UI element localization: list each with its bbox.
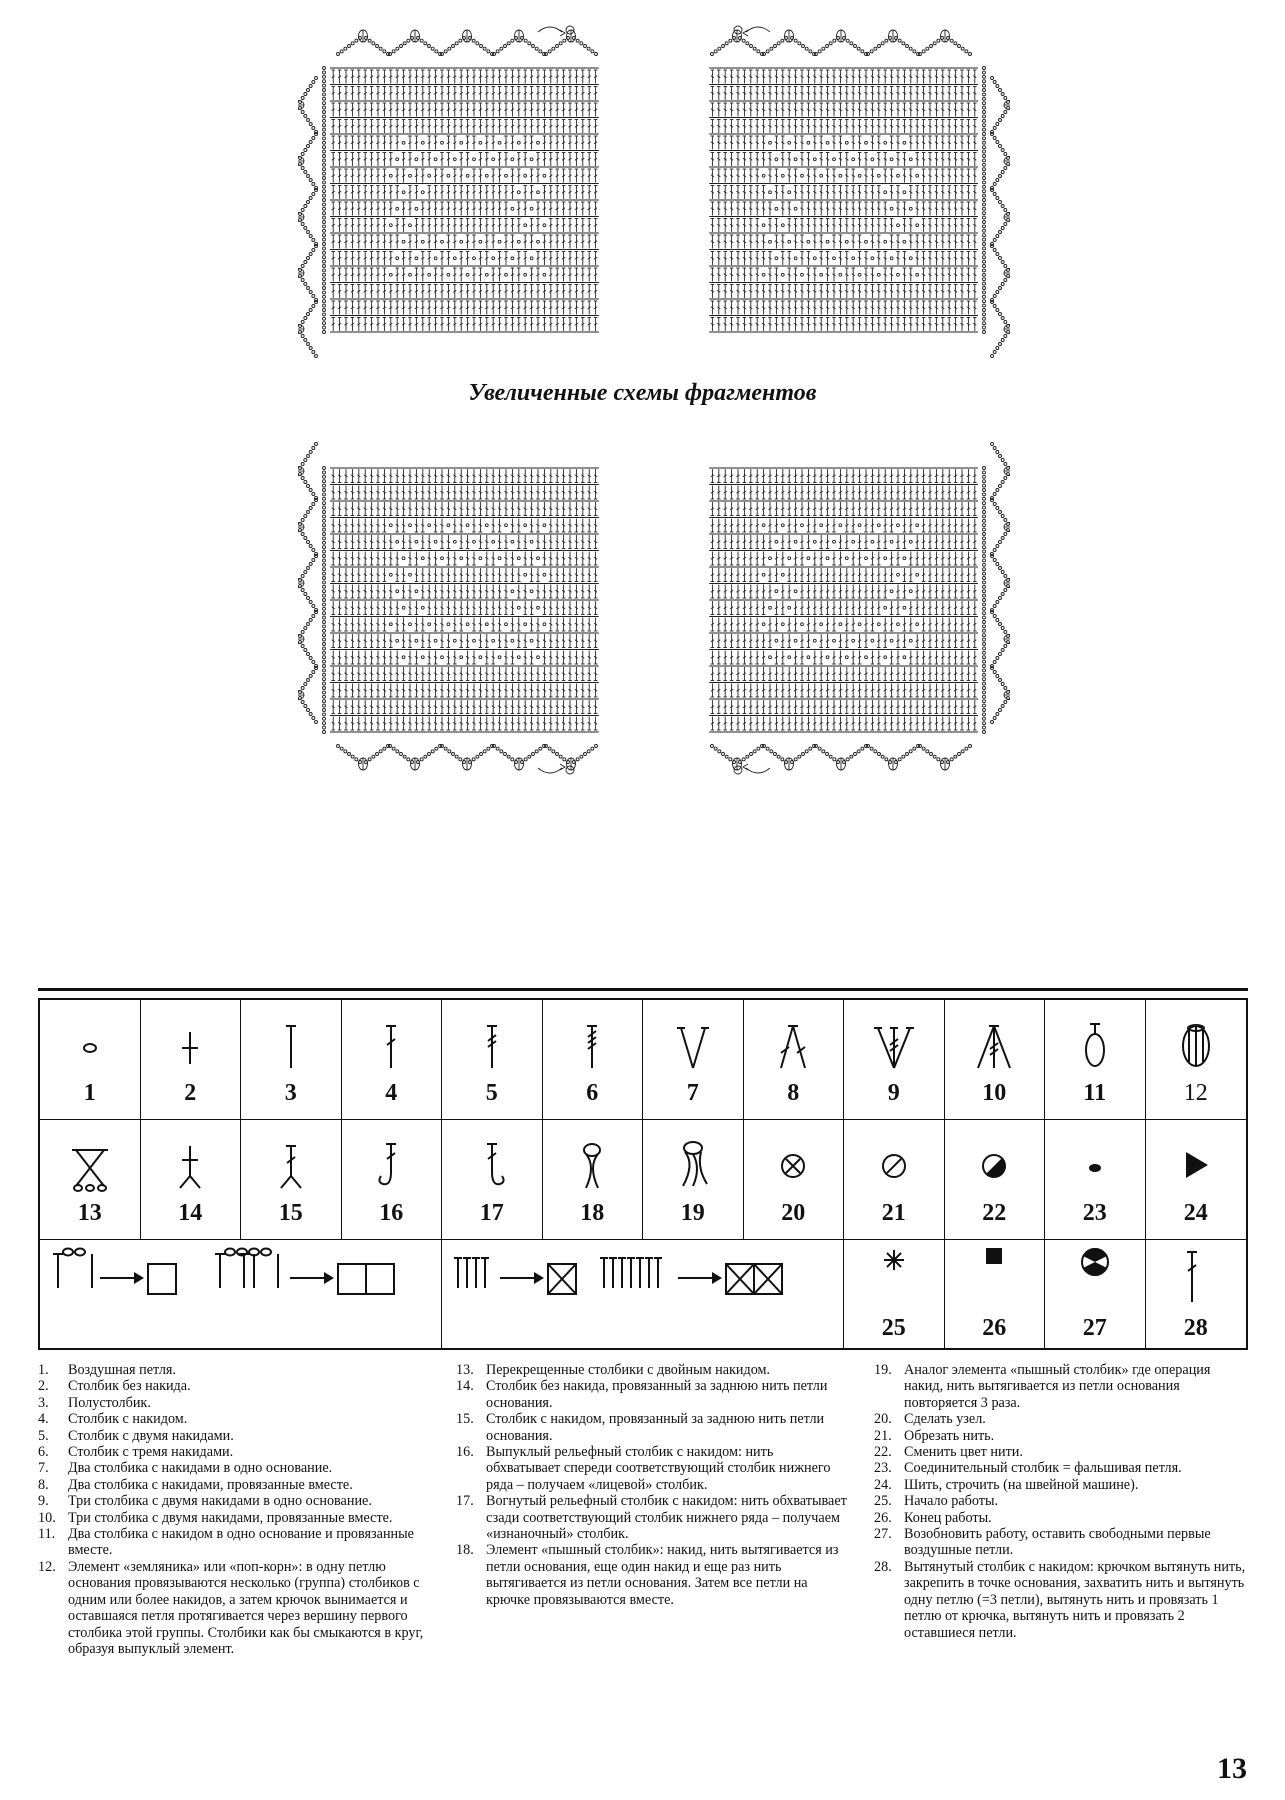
- slip-stitch-icon: [1045, 1132, 1145, 1192]
- puff-stitch-icon: [543, 1132, 643, 1192]
- divider: [38, 988, 1248, 991]
- note-text: Начало работы.: [904, 1493, 999, 1510]
- legend-cell-24: [1146, 1120, 1247, 1240]
- knot-icon: [744, 1132, 844, 1192]
- single-crochet-icon: [141, 1012, 241, 1072]
- filet-solid-block-equivalence: [442, 1240, 844, 1348]
- note-number: 2.: [38, 1378, 49, 1395]
- note-number: 10.: [38, 1509, 56, 1526]
- legend-number: 27: [1082, 1315, 1107, 1341]
- legend-cell-6: [543, 1000, 644, 1120]
- legend-cell-20: [744, 1120, 845, 1240]
- note-number: 17.: [456, 1493, 474, 1510]
- note-number: 7.: [38, 1460, 49, 1477]
- note-text: Столбик без накида, провязанный за заднюю нить петли основания.: [486, 1378, 828, 1411]
- legend-note: [38, 1362, 433, 1378]
- legend-number: 5: [485, 1080, 498, 1106]
- legend-note: [456, 1444, 851, 1493]
- note-number: 18.: [456, 1542, 474, 1559]
- legend-number: 2: [184, 1080, 197, 1106]
- legend-note: [874, 1428, 1248, 1444]
- note-text: Элемент «земляника» или «поп-корн»: в одну петлю основания провязываются несколько (группа) столбиков с одним или более накидов, а затем крючок вынимается и оставшаяся петля протягивается через вершину первого столбика этой группы. Столбики как бы смыкаются в круг, образуя выпуклый элемент.: [68, 1558, 424, 1657]
- puff-stitch-variant-icon: [643, 1132, 743, 1192]
- note-number: 9.: [38, 1493, 49, 1510]
- dc-back-loop-icon: [241, 1132, 341, 1192]
- note-number: 12.: [38, 1558, 56, 1575]
- note-text: Три столбика с двумя накидами, провязанные вместе.: [68, 1509, 393, 1526]
- note-text: Столбик без накида.: [68, 1378, 191, 1395]
- legend-note: [874, 1493, 1248, 1509]
- start-icon: [844, 1246, 944, 1286]
- legend-note: [456, 1378, 851, 1411]
- note-number: 20.: [874, 1411, 892, 1428]
- back-post-dc-icon: [442, 1132, 542, 1192]
- legend-note: [874, 1362, 1248, 1411]
- legend-number: 16: [379, 1200, 404, 1226]
- legend-note: [38, 1510, 433, 1526]
- legend-number: 22: [982, 1200, 1007, 1226]
- note-text: Сменить цвет нити.: [904, 1444, 1023, 1461]
- legend-note: [874, 1559, 1248, 1641]
- legend-note: [38, 1460, 433, 1476]
- legend-cell-9: [844, 1000, 945, 1120]
- legend-number: 25: [881, 1315, 906, 1341]
- legend-note: [456, 1411, 851, 1444]
- note-number: 27.: [874, 1526, 892, 1543]
- note-text: Воздушная петля.: [68, 1362, 176, 1378]
- note-number: 22.: [874, 1444, 892, 1461]
- note-number: 15.: [456, 1411, 474, 1428]
- legend-cell-5: [442, 1000, 543, 1120]
- note-number: 28.: [874, 1558, 892, 1575]
- note-text: Перекрещенные столбики с двойным накидом.: [486, 1362, 771, 1378]
- page-title: Увеличенные схемы фрагментов: [468, 380, 817, 406]
- legend-cell-18: [543, 1120, 644, 1240]
- note-text: Сделать узел.: [904, 1411, 986, 1428]
- legend-number: 13: [77, 1200, 102, 1226]
- legend-cell-26: [945, 1240, 1046, 1348]
- legend-cell-10: [945, 1000, 1046, 1120]
- change-color-icon: [945, 1132, 1045, 1192]
- page-number: 13: [1217, 1752, 1247, 1785]
- popcorn-icon: [1146, 1012, 1247, 1072]
- legend-cell-1: [40, 1000, 141, 1120]
- legend-note: [38, 1411, 433, 1427]
- treble-crochet-icon: [442, 1012, 542, 1072]
- note-text: Аналог элемента «пышный столбик» где операция накид, нить вытягивается из петли основания повторяется 3 раза.: [904, 1362, 1211, 1411]
- legend-number: 17: [479, 1200, 504, 1226]
- note-text: Столбик с тремя накидами.: [68, 1444, 234, 1461]
- legend-number: 11: [1083, 1080, 1107, 1106]
- legend-cell-25: [844, 1240, 945, 1348]
- legend-number: 23: [1082, 1200, 1107, 1226]
- legend-cell-19: [643, 1120, 744, 1240]
- legend-cell-15: [241, 1120, 342, 1240]
- legend-number: 18: [580, 1200, 605, 1226]
- legend-note: [456, 1542, 851, 1608]
- legend-cell-23: [1045, 1120, 1146, 1240]
- legend-number: 7: [686, 1080, 699, 1106]
- note-text: Столбик с накидом.: [68, 1411, 188, 1428]
- legend-note: [38, 1428, 433, 1444]
- legend-notes: [38, 1362, 1248, 1752]
- note-text: Столбик с накидом, провязанный за заднюю нить петли основания.: [486, 1411, 825, 1444]
- legend-number: 4: [385, 1080, 398, 1106]
- note-number: 6.: [38, 1444, 49, 1461]
- note-number: 1.: [38, 1362, 49, 1378]
- legend-note: [456, 1493, 851, 1542]
- legend-cell-8: [744, 1000, 845, 1120]
- note-text: Вытянутый столбик с накидом: крючком вытянуть нить, закрепить в точке основания, захватить нить и вытянуть одну петлю (=3 петли), вытянуть нить и провязать 1 петлю от крючка, вытянуть нить и провязать 2 оставшиеся петли.: [904, 1558, 1246, 1641]
- legend-number: 3: [284, 1080, 297, 1106]
- chain-stitch-icon: [40, 1012, 140, 1072]
- note-number: 25.: [874, 1493, 892, 1510]
- front-post-dc-icon: [342, 1132, 442, 1192]
- resume-work-icon: [1045, 1246, 1145, 1286]
- elongated-dc-icon: [1146, 1246, 1247, 1286]
- legend-number: 10: [982, 1080, 1007, 1106]
- note-text: Столбик с двумя накидами.: [68, 1427, 234, 1444]
- note-number: 11.: [38, 1526, 56, 1543]
- legend-note: [38, 1444, 433, 1460]
- legend-cell-13: [40, 1120, 141, 1240]
- end-icon: [945, 1246, 1045, 1286]
- sew-icon: [1146, 1132, 1247, 1192]
- triple-treble-icon: [543, 1012, 643, 1072]
- double-crochet-icon: [342, 1012, 442, 1072]
- legend-number: 26: [982, 1315, 1007, 1341]
- note-number: 23.: [874, 1460, 892, 1477]
- legend-note: [456, 1362, 851, 1378]
- legend-note: [38, 1526, 433, 1559]
- half-double-crochet-icon: [241, 1012, 341, 1072]
- three-tr-together-icon: [945, 1012, 1045, 1072]
- legend-cell-28: [1146, 1240, 1247, 1348]
- note-number: 14.: [456, 1378, 474, 1395]
- note-text: Обрезать нить.: [904, 1427, 995, 1444]
- legend-note: [874, 1411, 1248, 1427]
- legend-note: [38, 1493, 433, 1509]
- legend-note: [874, 1477, 1248, 1493]
- legend-cell-12: [1146, 1000, 1247, 1120]
- legend-cell-3: [241, 1000, 342, 1120]
- legend-cell-22: [945, 1120, 1046, 1240]
- note-number: 16.: [456, 1444, 474, 1461]
- note-text: Элемент «пышный столбик»: накид, нить вытягивается из петли основания, еще один накид и еще раз нить вытягивается из петли основания. Затем все петли на крючке провязываются вместе.: [486, 1542, 839, 1608]
- note-number: 5.: [38, 1427, 49, 1444]
- legend-number: 6: [586, 1080, 599, 1106]
- legend-cell-7: [643, 1000, 744, 1120]
- chart-fragment-top-right: [700, 20, 1010, 380]
- legend-cell-14: [141, 1120, 242, 1240]
- chart-fragment-bottom-right: [700, 420, 1010, 780]
- sc-back-loop-icon: [141, 1132, 241, 1192]
- note-number: 19.: [874, 1362, 892, 1378]
- note-text: Выпуклый рельефный столбик с накидом: нить обхватывает спереди соответствующий столбик нижнего ряда – получаем «лицевой» столбик.: [486, 1444, 831, 1493]
- legend-cell-27: [1045, 1240, 1146, 1348]
- symbol-legend-table: [38, 998, 1248, 1350]
- note-text: Два столбика с накидами, провязанные вместе.: [68, 1476, 353, 1493]
- legend-note: [38, 1559, 433, 1657]
- legend-cell-4: [342, 1000, 443, 1120]
- crossed-stitches-icon: [40, 1132, 140, 1192]
- legend-number: 14: [178, 1200, 203, 1226]
- legend-number: 12: [1183, 1080, 1208, 1106]
- two-dc-shell-icon: [1045, 1012, 1145, 1072]
- chart-fragment-top-left: [298, 20, 608, 380]
- legend-cell-16: [342, 1120, 443, 1240]
- note-text: Три столбика с двумя накидами в одно основание.: [68, 1493, 372, 1510]
- legend-number: 15: [278, 1200, 303, 1226]
- note-number: 4.: [38, 1411, 49, 1428]
- legend-number: 1: [83, 1080, 96, 1106]
- note-text: Полустолбик.: [68, 1394, 151, 1411]
- note-number: 21.: [874, 1427, 892, 1444]
- legend-cell-11: [1045, 1000, 1146, 1120]
- legend-note: [38, 1378, 433, 1394]
- legend-number: 8: [787, 1080, 800, 1106]
- three-tr-same-base-icon: [844, 1012, 944, 1072]
- note-text: Два столбика с накидами в одно основание.: [68, 1460, 333, 1477]
- note-number: 24.: [874, 1476, 892, 1493]
- note-number: 26.: [874, 1509, 892, 1526]
- note-number: 8.: [38, 1476, 49, 1493]
- filet-open-mesh-equivalence: [40, 1240, 442, 1348]
- two-tr-together-icon: [744, 1012, 844, 1072]
- two-dc-same-base-icon: [643, 1012, 743, 1072]
- note-text: Соединительный столбик = фальшивая петля.: [904, 1460, 1182, 1477]
- legend-note: [874, 1444, 1248, 1460]
- note-number: 3.: [38, 1394, 49, 1411]
- legend-note: [874, 1526, 1248, 1559]
- note-text: Возобновить работу, оставить свободными первые воздушные петли.: [904, 1526, 1211, 1559]
- legend-note: [874, 1510, 1248, 1526]
- cut-thread-icon: [844, 1132, 944, 1192]
- legend-cell-17: [442, 1120, 543, 1240]
- legend-number: 19: [680, 1200, 705, 1226]
- legend-number: 20: [781, 1200, 806, 1226]
- legend-number: 21: [881, 1200, 906, 1226]
- legend-note: [38, 1395, 433, 1411]
- legend-number: 24: [1183, 1200, 1208, 1226]
- legend-note: [874, 1460, 1248, 1476]
- legend-number: 28: [1183, 1315, 1208, 1341]
- chart-fragment-bottom-left: [298, 420, 608, 780]
- note-text: Вогнутый рельефный столбик с накидом: нить обхватывает сзади соответствующий столбик нижнего ряда – получаем «изнаночный» столбик.: [486, 1493, 847, 1543]
- note-text: Шить, строчить (на швейной машине).: [904, 1476, 1139, 1493]
- note-text: Конец работы.: [904, 1509, 992, 1526]
- legend-note: [38, 1477, 433, 1493]
- legend-cell-21: [844, 1120, 945, 1240]
- note-number: 13.: [456, 1362, 474, 1378]
- legend-number: 9: [887, 1080, 900, 1106]
- note-text: Два столбика с накидом в одно основание и провязанные вместе.: [68, 1526, 414, 1559]
- legend-cell-2: [141, 1000, 242, 1120]
